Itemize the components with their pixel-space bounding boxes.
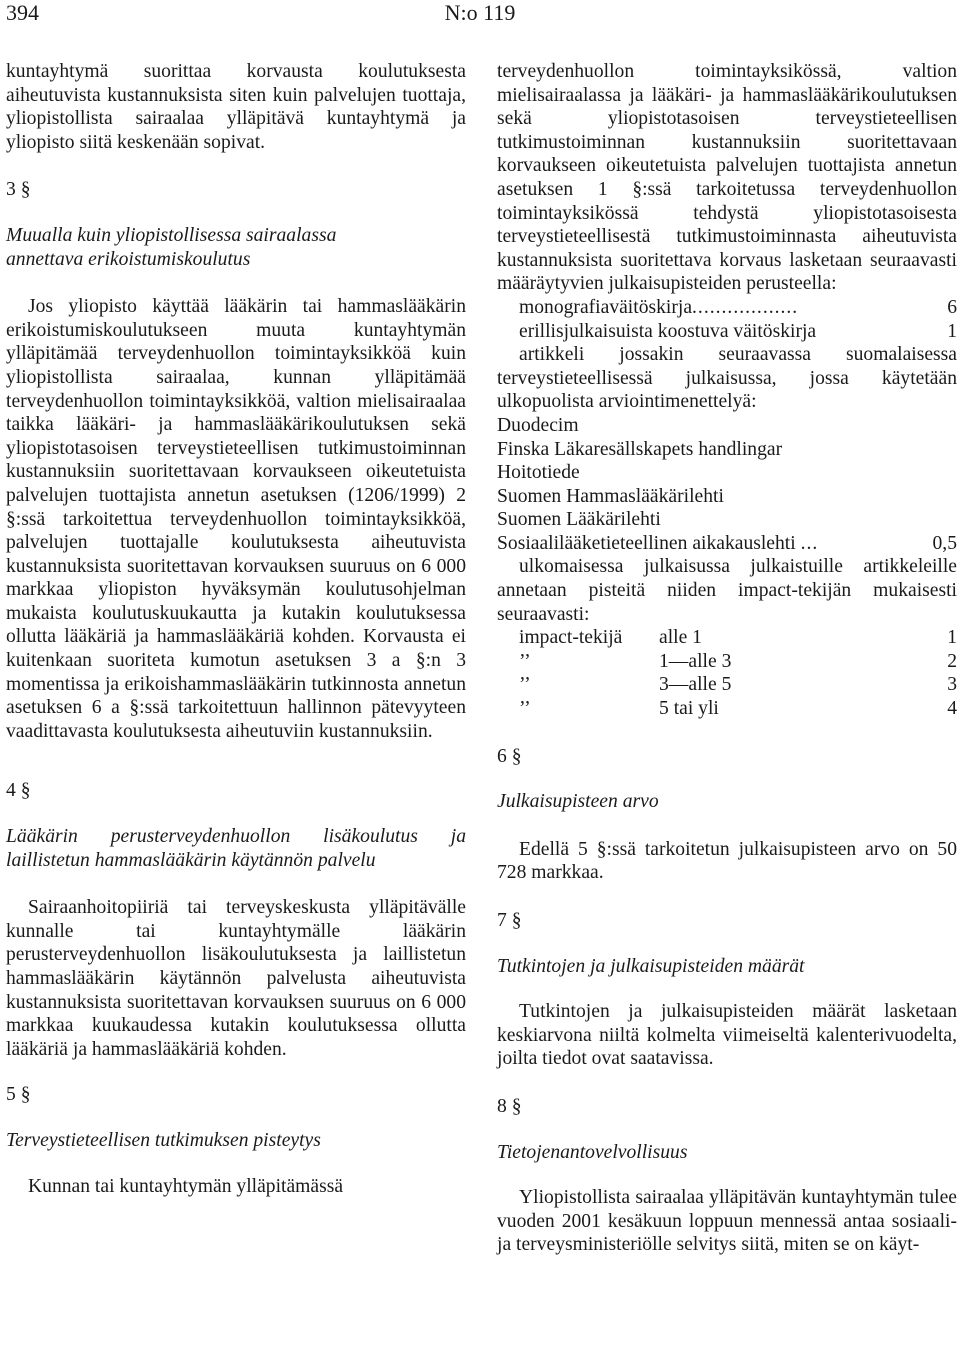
right-column [497,60,957,1257]
item-value: 6 [947,296,957,318]
journal-name: Suomen Lääkärilehti [497,509,661,531]
journal-name: Suomen Hammaslääkärilehti [497,485,724,507]
section-8-body: Yliopistollista sairaalaa ylläpitävän kuntayhtymän tulee vuoden 2001 kesäkuun loppuun mennessä antaa sosiaali- ja terveysministeriölle selvitys siitä, miten se on käyt- [497,1187,957,1256]
section-8-number: 8 § [497,1095,522,1117]
section-5-title: Terveystieteellisen tutkimuksen pisteytys [6,1129,321,1151]
page-number: 394 [6,0,39,25]
item-value: 0,5 [932,532,957,554]
impact-row [497,697,957,721]
section-5-body: Kunnan tai kuntayhtymän ylläpitämässä [28,1175,344,1197]
article-paragraph: artikkeli jossakin seuraavassa suomalaisessa terveystieteellisessä julkaisussa, jossa käytetään ulkopuolista arviointimenettelyä: [497,344,957,413]
item-value: 1 [947,320,957,342]
section-4-body: Sairaanhoitopiiriä tai terveyskeskusta ylläpitävälle kunnalle tai kuntayhtymälle lääkärin perusterveydenhuollon lisäkoulutuksesta ja laillistetun hammaslääkärin käytännön palvelusta aiheutuvista kustannuksista suoritettavan korvauksen suuruus on 6 000 markkaa kuukaudessa kutakin koulutuksessa ollutta lääkäriä ja hammaslääkäriä kohden. [6,897,466,1060]
section-7-number: 7 § [497,910,522,931]
journal-name: Finska Läkaresällskapets handlingar [497,438,783,460]
list-item [497,320,957,344]
impact-label: impact-tekijä [519,627,623,649]
impact-range: alle 1 [659,627,702,649]
leader-dots: .................. [692,296,799,318]
section-4-number: 4 § [6,780,31,802]
leader-dots: ... [800,532,819,554]
section-7-title: Tutkintojen ja julkaisupisteiden määrät [497,955,805,977]
list-item [497,532,957,556]
section-3-number: 3 § [6,179,31,201]
journal-name: Duodecim [497,414,579,436]
impact-label: ’’ [519,650,531,672]
section-6-number: 6 § [497,745,522,767]
impact-row [497,626,957,650]
left-column [6,60,466,1198]
impact-points: 4 [947,698,957,720]
foreign-paragraph: ulkomaisessa julkaisussa julkaistuille artikkeleille annetaan pisteitä niiden impact-tekijän mukaisesti seuraavasti: [497,556,957,625]
page-header [0,0,960,36]
impact-range: 5 tai yli [659,698,719,720]
impact-label: ’’ [519,674,531,696]
journal-name: Hoitotiede [497,462,580,484]
section-3-title-line2: annettava erikoistumiskoulutus [6,248,251,270]
impact-points: 3 [947,674,957,696]
impact-label: ’’ [519,698,531,720]
impact-range: 3—alle 5 [659,674,732,696]
impact-points: 1 [947,627,957,649]
section-3-body: Jos yliopisto käyttää lääkärin tai hammaslääkärin erikoistumiskoulutukseen muuta kuntayhtymän ylläpitämää terveydenhuollon toimintayksikköä kuin yliopistollista sairaalaa, kunnan ylläpitämää terveydenhuollon toimintayksikköä, valtion mielisairaalaa taikka lääkäri- ja hammaslääkärikoulutuksen sekä yliopistotasoisen terveystieteellisen tutkimustoiminnan kustannuksiin suoritettavaan korvaukseen oikeutetuista palvelujen tuottajista annetun asetuksen (1206/1999) 2 §:ssä tarkoitettua terveydenhuollon toimintayksikköä, palvelujen tuottajalle koulutuksesta aiheutuvista kustannuksista suoritettavan korvauksen suuruus on 6 000 markkaa yliopiston hyväksymän koulutusohjelman mukaista koulutuskuukautta ja kutakin koulutuksessa ollutta lääkäriä ja hammaslääkäriä kohden. Korvausta ei kuitenkaan suoriteta kumotun asetuksen 3 a §:n 3 momentissa ja erikoishammaslääkärin tutkinnosta annetun asetuksen 6 a §:ssä tarkoitettuun hallinnon pätevyyteen vaadittavasta koulutuksesta aiheutuviin kustannuksiin. [6,296,466,742]
section-6-body: Edellä 5 §:ssä tarkoitetun julkaisupisteen arvo on 50 728 markkaa. [497,838,957,884]
item-label: monografiaväitöskirja [519,296,693,318]
section-4-title: Lääkärin perusterveydenhuollon lisäkoulutus ja laillistetun hammaslääkärin käytännön palvelu [6,826,466,871]
impact-range: 1—alle 3 [659,650,732,672]
impact-row [497,650,957,674]
section-5-number: 5 § [6,1084,31,1106]
issue-number: N:o 119 [444,0,516,25]
item-label: erillisjulkaisuista koostuva väitöskirja [519,320,817,342]
impact-row [497,673,957,697]
journal-name: Sosiaalilääketieteellinen aikakauslehti [497,532,796,554]
continuation-paragraph: terveydenhuollon toimintayksikössä, valtion mielisairaalassa ja lääkäri- ja hammaslääkärikoulutuksen sekä yliopistotasoisen terveystieteellisen tutkimustoiminnan kustannuksiin suoritettavaan korvaukseen oikeutetuista palvelujen tuottajista annetun asetuksen 1 §:ssä tarkoitetussa terveydenhuollon toimintayksikössä tehdystä yliopistotasoisesta terveystieteellisestä tutkimustoiminnasta aiheutuvista kustannuksista suoritettava korvaus lasketaan seuraavasti määräytyvien julkaisupisteiden perusteella: [497,61,957,295]
list-item [497,296,957,320]
section-7-body: Tutkintojen ja julkaisupisteiden määrät lasketaan keskiarvona niiltä kolmelta viimeiseltä kalenterivuodelta, joilta tiedot ovat saatavissa. [497,1001,957,1070]
intro-paragraph: kuntayhtymä suorittaa korvausta koulutuksesta aiheutuvista kustannuksista siten kuin palvelujen tuottaja, yliopistollista sairaalaa ylläpitävä kuntayhtymä ja yliopisto siitä keskenään sopivat. [6,61,466,153]
impact-points: 2 [947,650,957,672]
section-3-title-line1: Muualla kuin yliopistollisessa sairaalassa [6,224,337,246]
section-8-title: Tietojenantovelvollisuus [497,1141,688,1163]
section-6-title: Julkaisupisteen arvo [497,791,659,813]
